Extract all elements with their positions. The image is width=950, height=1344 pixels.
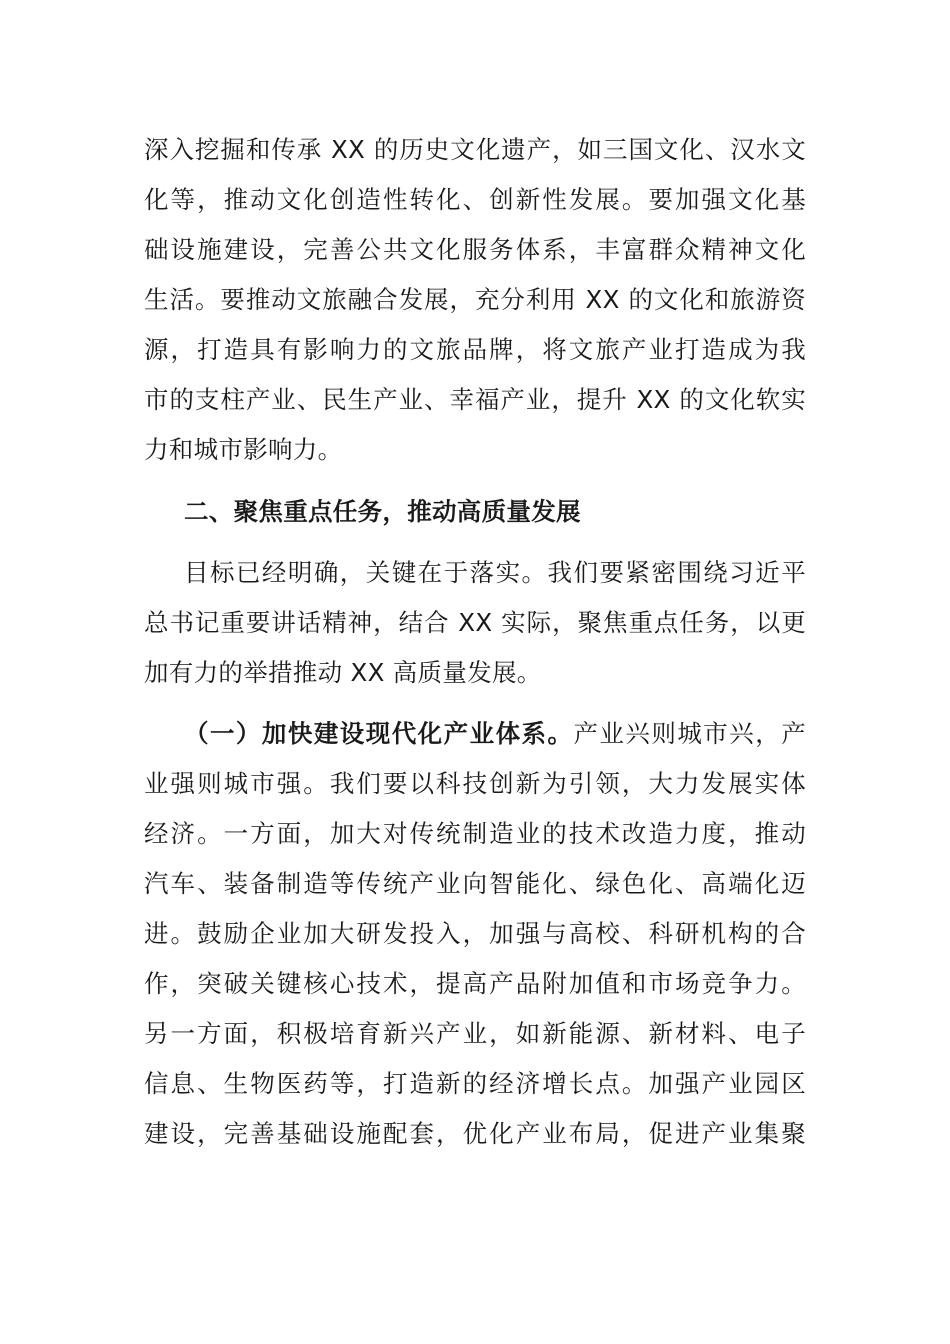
text-line: 深入挖掘和传承 XX 的历史文化遗产，如三国文化、汉水文 (144, 135, 806, 164)
text-line: 加有力的举措推动 XX 高质量发展。 (144, 658, 542, 687)
text-line: 经济。一方面，加大对传统制造业的技术改造力度，推动 (144, 819, 806, 848)
text-line: 建设，完善基础设施配套，优化产业布局，促进产业集聚 (144, 1119, 806, 1148)
text-line: 另一方面，积极培育新兴产业，如新能源、新材料、电子 (144, 1019, 806, 1048)
text-line: 业强则城市强。我们要以科技创新为引领，大力发展实体 (144, 769, 806, 798)
text-line: 源，打造具有影响力的文旅品牌，将文旅产业打造成为我 (144, 335, 806, 364)
text-line: 信息、生物医药等，打造新的经济增长点。加强产业园区 (144, 1069, 806, 1098)
text-line: 化等，推动文化创造性转化、创新性发展。要加强文化基 (144, 185, 806, 214)
text-line: 力和城市影响力。 (144, 435, 343, 464)
text-line: 础设施建设，完善公共文化服务体系，丰富群众精神文化 (144, 235, 806, 264)
paragraph-implementation (144, 548, 806, 698)
text-line: 生活。要推动文旅融合发展，充分利用 XX 的文化和旅游资 (144, 285, 806, 314)
text-line: 目标已经明确，关键在于落实。我们要紧密围绕习近平 (184, 558, 806, 587)
text-line: 市的支柱产业、民生产业、幸福产业，提升 XX 的文化软实 (144, 385, 806, 414)
text-run: 产业兴则城市兴，产 (573, 719, 807, 748)
paragraph-modern-industry (144, 709, 806, 1159)
text-line (144, 709, 806, 759)
text-line: 总书记重要讲话精神，结合 XX 实际，聚焦重点任务，以更 (144, 608, 806, 637)
subsection-heading: （一）加快建设现代化产业体系。 (184, 719, 574, 748)
section-heading: 二、聚焦重点任务，推动高质量发展 (184, 497, 581, 526)
text-line: 作，突破关键核心技术，提高产品附加值和市场竞争力。 (144, 969, 806, 998)
text-line: 汽车、装备制造等传统产业向智能化、绿色化、高端化迈 (144, 869, 806, 898)
paragraph-cultural-heritage (144, 125, 806, 475)
document-page (144, 125, 806, 1159)
text-line: 进。鼓励企业加大研发投入，加强与高校、科研机构的合 (144, 919, 806, 948)
